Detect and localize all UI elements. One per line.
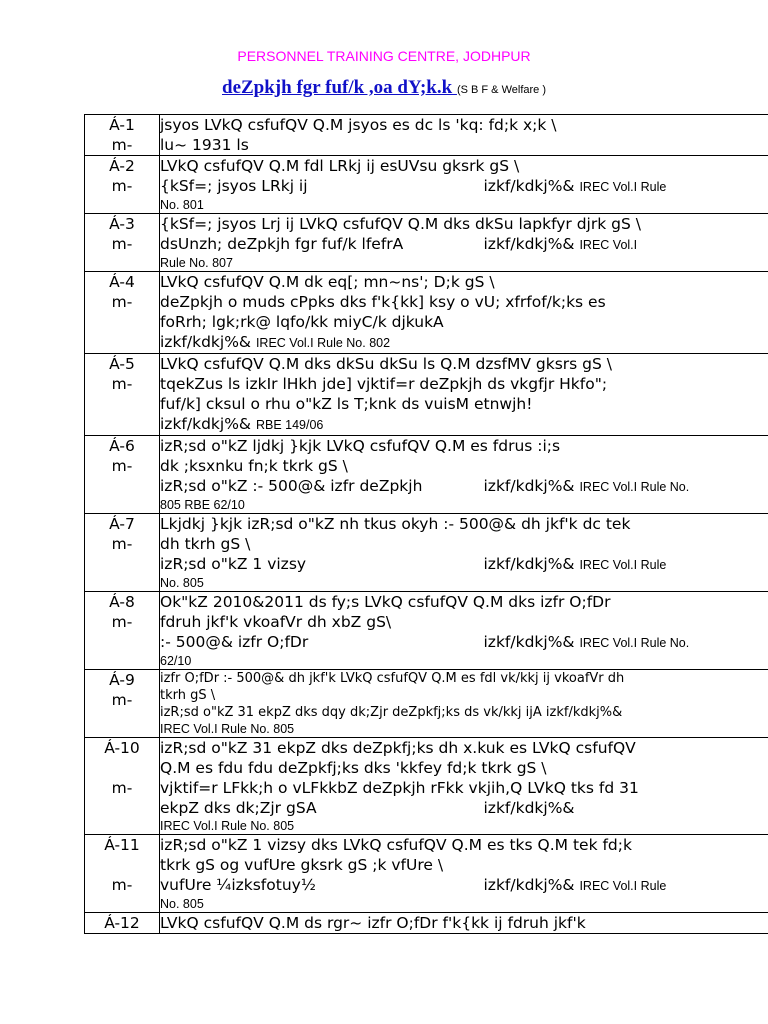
line-text: foRrh; lgk;rk@ lqfo/kk miyC/k djkukA [160,313,444,331]
question-marker: m- [111,177,133,195]
text-line [160,687,768,704]
question-answer-cell [160,436,768,514]
question-number: Á-4 [109,273,135,291]
question-answer-cell [160,272,768,354]
subtitle-note: (S B F & Welfare ) [456,84,546,96]
text-line [160,332,768,353]
question-answer-cell [160,835,768,913]
authority-label: izkf/kdkj%& [483,633,575,651]
line-text: {kSf=; jsyos LRkj ij [160,177,308,195]
line-text: lu~ 1931 ls [160,136,249,154]
line-text: {kSf=; jsyos Lrj ij LVkQ csfufQV Q.M dks dkSu lapkfyr djrk gS \ [160,215,641,233]
question-answer-cell [160,514,768,592]
qa-table-body [85,115,768,934]
table-row [85,156,768,214]
text-line [160,855,768,875]
question-marker: m- [111,613,133,631]
text-line [160,214,768,234]
question-marker: m- [111,375,133,393]
question-number: Á-11 [104,836,140,854]
line-text: LVkQ csfufQV Q.M ds rgr~ izfr O;fDr f'k{kk ij fdruh jkf'k [160,914,586,932]
rule-reference: IREC Vol.I Rule No. 802 [255,336,391,350]
text-line [160,176,768,197]
qa-table [84,114,768,934]
text-line [160,312,768,332]
document-subtitle [0,77,768,99]
line-text: jsyos LVkQ csfufQV Q.M jsyos es dc ls 'kq: fd;k x;k \ [160,116,557,134]
line-text: No. 801 [160,198,204,212]
text-line [160,758,768,778]
table-row [85,670,768,738]
line-text: izR;sd o"kZ ljdkj }kjk LVkQ csfufQV Q.M es fdrus :i;s [160,437,561,455]
rule-reference: IREC Vol.I Rule No. [579,480,690,494]
text-line [160,374,768,394]
text-line [160,272,768,292]
rule-reference: IREC Vol.I Rule [579,558,667,572]
line-text: tkrk gS og vufUre gksrk gS ;k vfUre \ [160,856,444,874]
text-line [160,721,768,737]
line-text: fdruh jkf'k vkoafVr dh xbZ gS\ [160,613,392,631]
text-line [160,738,768,758]
line-text: izR;sd o"kZ 1 vizsy [160,555,307,573]
line-text: Rule No. 807 [160,256,233,270]
line-text: dk ;ksxnku fn;k tkrk gS \ [160,457,348,475]
question-marker: m- [111,457,133,475]
question-marker: m- [111,293,133,311]
question-number: Á-2 [109,157,135,175]
authority-label: izkf/kdkj%& [483,235,575,253]
line-text: LVkQ csfufQV Q.M dks dkSu dkSu ls Q.M dzsfMV gksrs gS \ [160,355,612,373]
rule-reference: IREC Vol.I Rule [579,879,667,893]
question-number-cell [85,354,160,436]
text-line [160,632,768,653]
question-answer-cell [160,913,768,934]
question-answer-cell [160,670,768,738]
table-row [85,592,768,670]
text-line [160,514,768,534]
authority-label: izkf/kdkj%& [483,555,575,573]
line-text: vufUre ¼izksfotuy½ [160,876,316,894]
question-marker: m- [111,691,133,709]
question-number-cell [85,115,160,156]
text-line [160,156,768,176]
question-marker: m- [111,235,133,253]
line-text: izkf/kdkj%& [160,415,252,433]
line-text: vjktif=r LFkk;h o vLFkkbZ deZpkjh rFkk vkjih,Q LVkQ tks fd 31 [160,779,639,797]
header-organization: PERSONNEL TRAINING CENTRE, JODHPUR [237,48,531,64]
table-row [85,738,768,835]
line-text: LVkQ csfufQV Q.M dk eq[; mn~ns'; D;k gS \ [160,273,495,291]
line-text: IREC Vol.I Rule No. 805 [160,819,295,833]
line-text: izR;sd o"kZ 31 ekpZ dks deZpkfj;ks dh x.kuk es LVkQ csfufQV [160,739,636,757]
question-number-cell [85,436,160,514]
table-row [85,272,768,354]
text-line [160,818,768,834]
line-text: tqekZus ls izkIr lHkh jde] vjktif=r deZpkjh ds vkgfjr Hkfo"; [160,375,608,393]
text-line [160,436,768,456]
text-line [160,612,768,632]
text-line [160,913,768,933]
table-row [85,354,768,436]
question-number: Á-8 [109,593,135,611]
line-text: :- 500@& izfr O;fDr [160,633,309,651]
table-row [85,436,768,514]
text-line [160,670,768,687]
text-line [160,798,768,818]
authority-label: izkf/kdkj%& [483,477,575,495]
text-line [160,835,768,855]
table-row [85,913,768,934]
question-number: Á-10 [104,739,140,757]
text-line [160,592,768,612]
text-line [160,875,768,896]
question-marker: m- [111,136,133,154]
authority-label: izkf/kdkj%& [483,799,575,817]
line-text: 805 RBE 62/10 [160,498,245,512]
text-line [160,575,768,591]
question-number: Á-9 [109,671,135,689]
line-text: izR;sd o"kZ 1 vizsy dks LVkQ csfufQV Q.M es tks Q.M tek fd;k [160,836,632,854]
line-text: ekpZ dks dk;Zjr gSA [160,799,317,817]
question-marker: m- [111,535,133,553]
table-row [85,835,768,913]
line-text: tkrh gS \ [160,688,216,703]
line-text: fuf/k] cksul o rhu o"kZ ls T;knk ds vuisM etnwjh! [160,395,533,413]
question-number-cell [85,156,160,214]
line-text: izR;sd o"kZ :- 500@& izfr deZpkjh [160,477,423,495]
text-line [160,394,768,414]
question-number: Á-1 [109,116,135,134]
rule-reference: IREC Vol.I [579,238,638,252]
text-line [160,497,768,513]
question-answer-cell [160,592,768,670]
line-text: izfr O;fDr :- 500@& dh jkf'k LVkQ csfufQV Q.M es fdl vk/kkj ij vkoafVr dh [160,671,625,686]
rule-reference: RBE 149/06 [255,418,324,432]
question-number: Á-7 [109,515,135,533]
text-line [160,414,768,435]
question-answer-cell [160,738,768,835]
question-number: Á-12 [104,914,140,932]
line-text: Ok"kZ 2010&2011 ds fy;s LVkQ csfufQV Q.M dks izfr O;fDr [160,593,611,611]
text-line [160,255,768,271]
text-line [160,135,768,155]
table-row [85,214,768,272]
question-number-cell [85,913,160,934]
question-answer-cell [160,115,768,156]
text-line [160,197,768,213]
question-number: Á-3 [109,215,135,233]
text-line [160,704,768,721]
question-number-cell [85,738,160,835]
line-text: Q.M es fdu fdu deZpkfj;ks dks 'kkfey fd;k tkrk gS \ [160,759,547,777]
question-answer-cell [160,354,768,436]
line-text: izkf/kdkj%& [160,333,252,351]
line-text: IREC Vol.I Rule No. 805 [160,722,295,736]
line-text: izR;sd o"kZ 31 ekpZ dks dqy dk;Zjr deZpkfj;ks ds vk/kkj ijA izkf/kdkj%& [160,705,623,720]
question-number-cell [85,514,160,592]
text-line [160,778,768,798]
text-line [160,234,768,255]
question-number-cell [85,272,160,354]
question-number-cell [85,835,160,913]
line-text: dh tkrh gS \ [160,535,251,553]
question-number-cell [85,670,160,738]
question-number-cell [85,214,160,272]
authority-label: izkf/kdkj%& [483,177,575,195]
text-line [160,554,768,575]
question-answer-cell [160,214,768,272]
question-marker: m- [111,779,133,797]
line-text: LVkQ csfufQV Q.M fdl LRkj ij esUVsu gksrk gS \ [160,157,520,175]
text-line [160,534,768,554]
line-text: dsUnzh; deZpkjh fgr fuf/k lfefrA [160,235,404,253]
question-marker: m- [111,876,133,894]
subtitle-main: deZpkjh fgr fuf/k ,oa dY;k.k [222,77,457,98]
authority-label: izkf/kdkj%& [483,876,575,894]
text-line [160,896,768,912]
rule-reference: IREC Vol.I Rule [579,180,667,194]
line-text: No. 805 [160,576,204,590]
line-text: 62/10 [160,654,192,668]
table-row [85,115,768,156]
text-line [160,456,768,476]
text-line [160,476,768,497]
question-number: Á-6 [109,437,135,455]
line-text: Lkjdkj }kjk izR;sd o"kZ nh tkus okyh :- 500@& dh jkf'k dc tek [160,515,631,533]
rule-reference: IREC Vol.I Rule No. [579,636,690,650]
question-answer-cell [160,156,768,214]
text-line [160,115,768,135]
question-number: Á-5 [109,355,135,373]
text-line [160,292,768,312]
text-line [160,653,768,669]
table-row [85,514,768,592]
line-text: deZpkjh o muds cPpks dks f'k{kk] ksy o vU; xfrfof/k;ks es [160,293,606,311]
line-text: No. 805 [160,897,204,911]
text-line [160,354,768,374]
question-number-cell [85,592,160,670]
